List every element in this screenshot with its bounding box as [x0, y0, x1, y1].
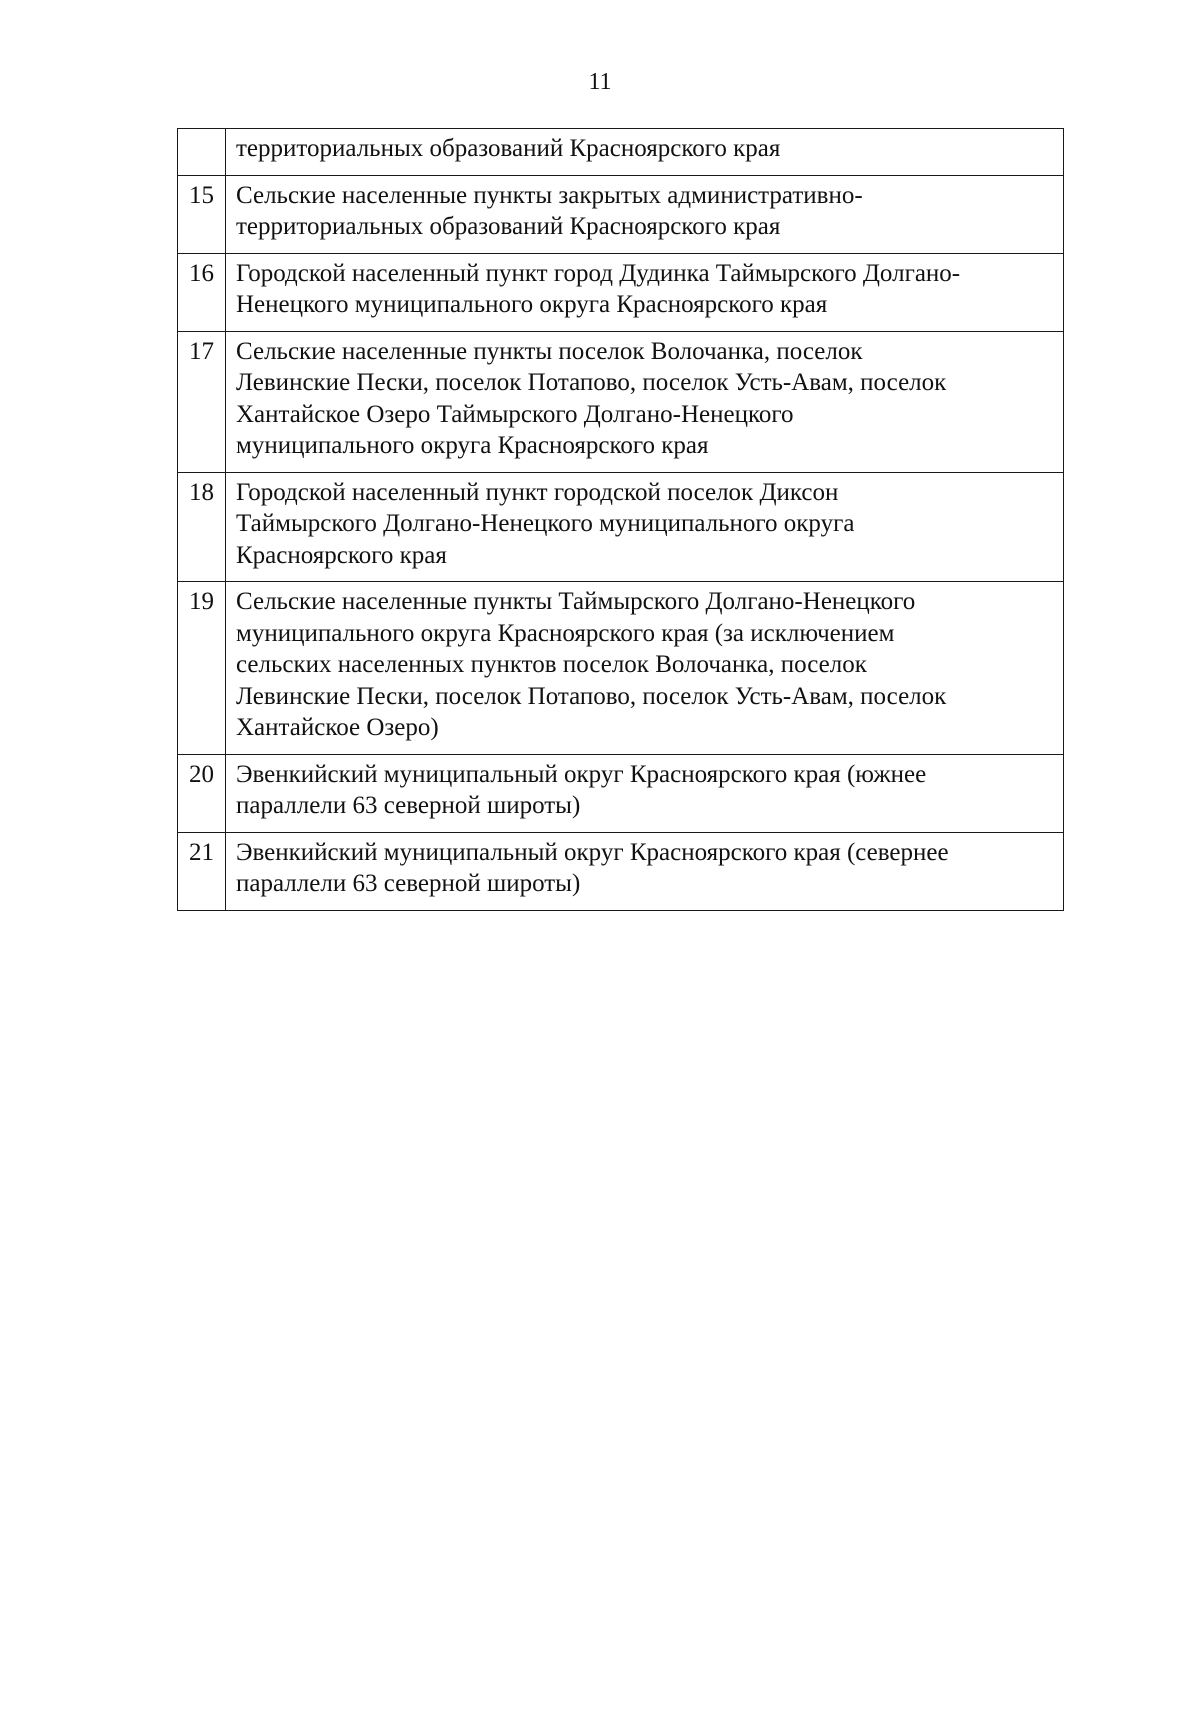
- table-row: [178, 175, 1064, 253]
- row-description: [226, 175, 1064, 253]
- text-line: муниципального округа Красноярского края (за исключением: [236, 619, 895, 647]
- row-description: [226, 253, 1064, 331]
- table-row: [178, 832, 1064, 910]
- row-description: [226, 331, 1064, 472]
- table-row: [178, 331, 1064, 472]
- table-row: [178, 129, 1064, 176]
- text-line: Эвенкийский муниципальный округ Красноярского края (южнее: [236, 760, 927, 788]
- row-number: [178, 129, 226, 176]
- text-line: Сельские населенные пункты поселок Волочанка, поселок: [236, 337, 863, 365]
- row-description: [226, 832, 1064, 910]
- text-line: муниципального округа Красноярского края: [236, 432, 709, 459]
- text-line: Таймырского Долгано-Ненецкого муниципального округа: [236, 510, 855, 537]
- text-line: территориальных образований Красноярского края: [236, 135, 781, 162]
- table-row: [178, 472, 1064, 582]
- table-row: [178, 754, 1064, 832]
- row-description: [226, 582, 1064, 755]
- text-line: Сельские населенные пункты закрытых административно-: [236, 181, 863, 209]
- text-line: Левинские Пески, поселок Потапово, поселок Усть-Авам, поселок: [236, 369, 947, 396]
- text-line: Хантайское Озеро Таймырского Долгано-Ненецкого: [236, 400, 794, 428]
- settlements-table: [177, 128, 1064, 911]
- row-number: 15: [178, 175, 226, 253]
- row-number: 16: [178, 253, 226, 331]
- row-number: 20: [178, 754, 226, 832]
- text-line: параллели 63 северной широты): [236, 792, 581, 819]
- text-line: Городской населенный пункт городской поселок Диксон: [236, 478, 839, 506]
- text-line: Эвенкийский муниципальный округ Красноярского края (севернее: [236, 838, 949, 866]
- row-number: 18: [178, 472, 226, 582]
- table-row: [178, 582, 1064, 755]
- row-number: 21: [178, 832, 226, 910]
- text-line: сельских населенных пунктов поселок Волочанка, поселок: [236, 651, 867, 678]
- text-line: территориальных образований Красноярского края: [236, 213, 781, 240]
- row-description: [226, 129, 1064, 176]
- text-line: Хантайское Озеро): [236, 714, 439, 741]
- row-description: [226, 472, 1064, 582]
- text-line: Городской населенный пункт город Дудинка Таймырского Долгано-: [236, 259, 961, 287]
- row-number: 17: [178, 331, 226, 472]
- text-line: Ненецкого муниципального округа Красноярского края: [236, 291, 828, 318]
- text-line: Сельские населенные пункты Таймырского Долгано-Ненецкого: [236, 588, 916, 615]
- row-number: 19: [178, 582, 226, 755]
- table-row: [178, 253, 1064, 331]
- text-line: параллели 63 северной широты): [236, 870, 581, 897]
- text-line: Красноярского края: [236, 541, 447, 569]
- text-line: Левинские Пески, поселок Потапово, поселок Усть-Авам, поселок: [236, 682, 947, 710]
- row-description: [226, 754, 1064, 832]
- page-number: 11: [588, 69, 612, 95]
